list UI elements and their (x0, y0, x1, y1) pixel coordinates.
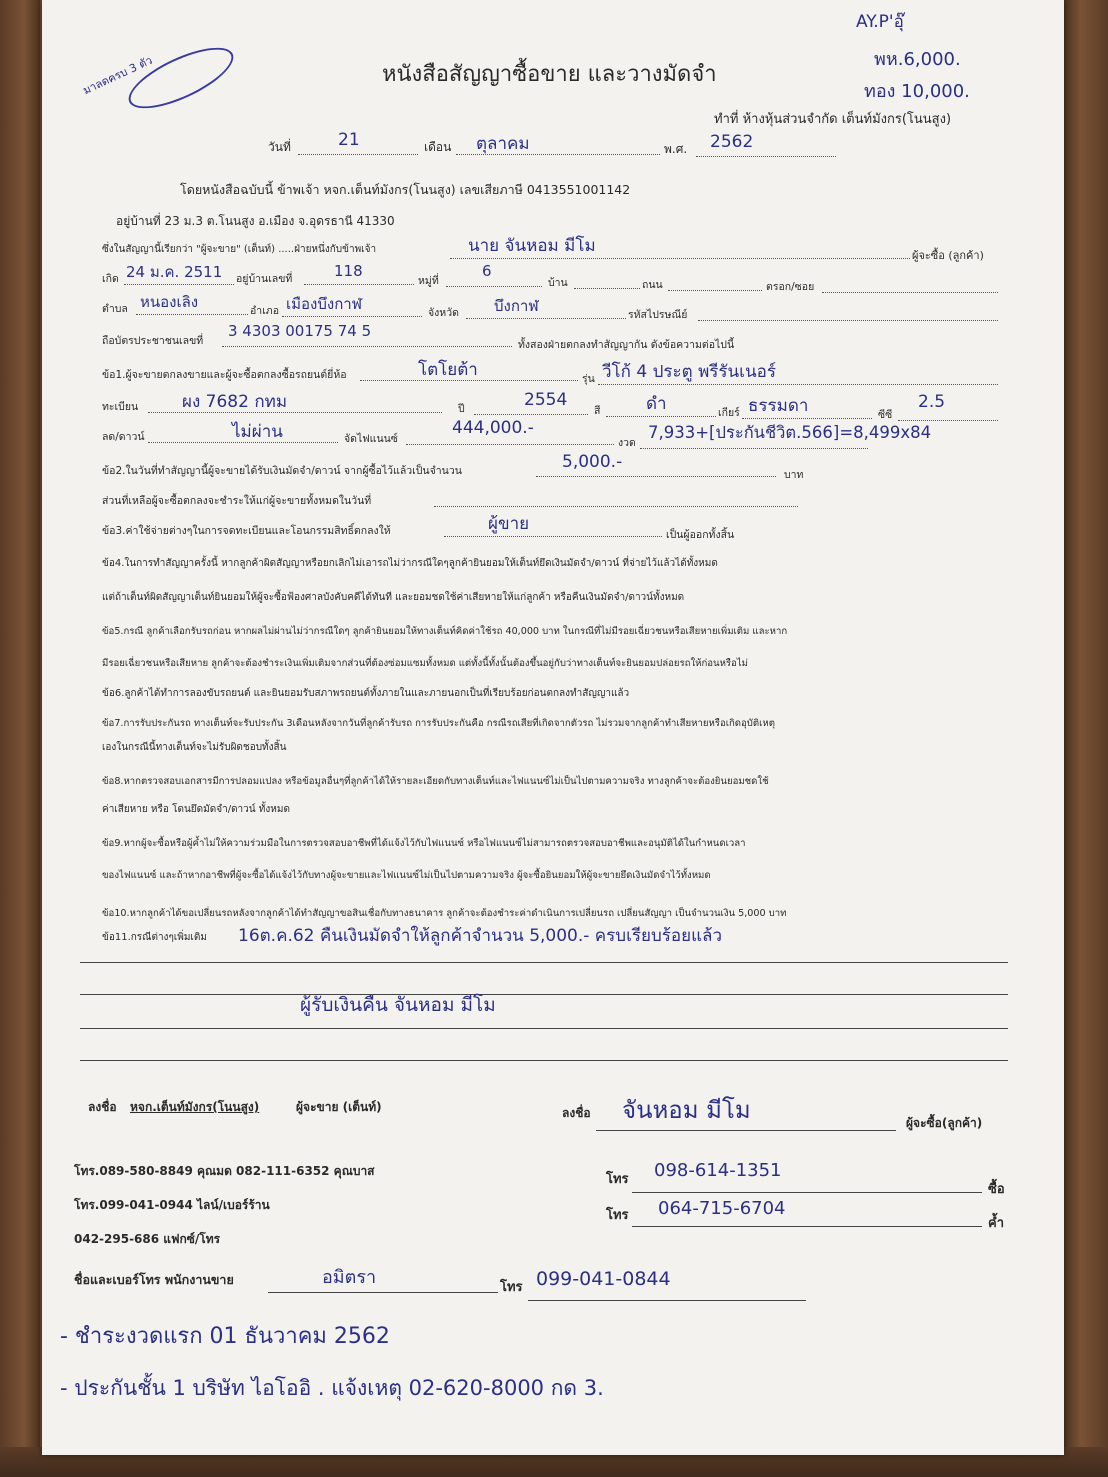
province-label: จังหวัด (428, 307, 459, 319)
clause2b-text: ส่วนที่เหลือผู้จะซื้อตกลงจะชำระให้แก่ผู้จะขายทั้งหมดในวันที่ (102, 495, 372, 507)
guarantor-tel: 064-715-6704 (658, 1198, 786, 1219)
clause11-rule-4 (80, 1060, 1008, 1061)
buyer-row1-label: ซึ่งในสัญญานี้เรียกว่า "ผู้จะขาย" (เต็นท์) .....ฝ่ายหนึ่งกับข้าพเจ้า (102, 244, 377, 255)
staff-name: อมิตรา (322, 1267, 377, 1288)
year-line (474, 414, 588, 415)
tambon-line (136, 314, 248, 315)
born-label: เกิด (102, 273, 119, 285)
amphoe-line (282, 316, 422, 317)
house-value: 118 (334, 262, 363, 280)
tambon-label: ตำบล (102, 303, 128, 315)
date-month-label: เดือน (424, 140, 452, 154)
date-month: ตุลาคม (476, 134, 530, 154)
date-year: 2562 (710, 132, 754, 152)
clause2-baht: บาท (784, 469, 804, 481)
brand-value: โตโยต้า (418, 360, 478, 380)
guarantor-tel-suffix: ค้ำ (988, 1216, 1004, 1231)
id-suffix: ทั้งสองฝ่ายตกลงทำสัญญากัน ดังข้อความต่อไปนี้ (518, 339, 735, 351)
color-label: สี (594, 405, 601, 417)
buyer-tel-line (632, 1192, 982, 1193)
clause2-amount-line (536, 476, 776, 477)
id-label: ถือบัตรประชาชนเลขที่ (102, 335, 204, 347)
reg-value: ผง 7682 กทม (182, 392, 288, 412)
buyer-sign-label: ลงชื่อ (562, 1106, 591, 1120)
contact-line-2: โทร.099-041-0944 ไลน์/เบอร์ร้าน (74, 1198, 270, 1212)
clause5-line2: มีรอยเฉี่ยวชนหรือเสียหาย ลูกค้าจะต้องชำระเงินเพิ่มเติมจากส่วนที่ต้องซ่อมแซมทั้งหมด แต่ทั้งนี้ทั้งนั้นต้องขึ้นอยู่กับว่าทางเต็นท์จะยินยอมปล่อยรถให้ก่อนหรือไม่ (102, 658, 748, 669)
clause10: ข้อ10.หากลูกค้าได้ขอเปลี่ยนรถหลังจากลูกค้าได้ทำสัญญาขอสินเชื่อกับทางธนาคาร ลูกค้าจะต้องชำระค่าดำเนินการเปลี่ยนรถ เปลี่ยนสัญญา เป็นจำนวนเงิน 5,000 บาท (102, 908, 787, 919)
guarantor-tel-label: โทร (606, 1208, 629, 1223)
document-location: ทำที่ ห้างหุ้นส่วนจำกัด เต็นท์มังกร(โนนสูง) (714, 112, 952, 127)
install-line (640, 448, 868, 449)
model-label: รุ่น (582, 373, 595, 385)
staff-name-line (268, 1292, 498, 1293)
amphoe-value: เมืองบึงกาฬ (286, 295, 362, 313)
clause3-line (444, 536, 662, 537)
staff-tel-line (528, 1300, 806, 1301)
contact-line-3: 042-295-686 แฟกซ์/โทร (74, 1232, 221, 1246)
date-year-label: พ.ศ. (664, 142, 688, 156)
clause3-text: ข้อ3.ค่าใช้จ่ายต่างๆในการจดทะเบียนและโอนกรรมสิทธิ์ตกลงให้ (102, 525, 391, 537)
buyer-role: ผู้จะซื้อ(ลูกค้า) (906, 1116, 983, 1130)
clause7-line2: เองในกรณีนี้ทางเต็นท์จะไม่รับผิดชอบทั้งสิ้น (102, 742, 287, 753)
soi-label: ตรอก/ซอย (766, 281, 815, 293)
staff-tel-label: โทร (500, 1280, 523, 1295)
buyer-tel-suffix: ซื้อ (988, 1182, 1005, 1197)
staff-label: ชื่อและเบอร์โทร พนักงานขาย (74, 1272, 234, 1287)
down-label: ลด/ดาวน์ (102, 431, 145, 443)
village-line (574, 288, 640, 289)
down-value: ไม่ผ่าน (232, 422, 283, 442)
clause11-rule-1 (80, 962, 1008, 963)
ink-stamp (121, 36, 241, 120)
buyer-tel-label: โทร (606, 1172, 629, 1187)
house-line (304, 284, 414, 285)
clause9-line1: ข้อ9.หากผู้จะซื้อหรือผู้ค้ำไม่ให้ความร่วมมือในการตรวจสอบอาชีพที่ได้แจ้งไว้กับไฟแนนซ์ หรือไฟแนนซ์ไม่สามารถตรวจสอบอาชีพและอนุมัติได้ในกำหนดเวลา (102, 838, 746, 849)
buyer-sign-line (596, 1130, 896, 1131)
staff-tel: 099-041-0844 (536, 1268, 671, 1290)
house-label: อยู่บ้านเลขที่ (236, 273, 293, 285)
top-right-note-2: พห.6,000. (874, 49, 961, 70)
date-day-label: วันที่ (268, 140, 291, 154)
wood-background-left (0, 0, 40, 1477)
clause3-suffix: เป็นผู้ออกทั้งสิ้น (666, 529, 735, 541)
clause8-line2: ค่าเสียหาย หรือ โดนยึดมัดจำ/ดาวน์ ทั้งหมด (102, 804, 290, 815)
install-value: 7,933+[ประกันชีวิต.566]=8,499x84 (648, 423, 932, 442)
moo-line (446, 286, 542, 287)
buyer-tel: 098-614-1351 (654, 1160, 782, 1181)
reg-label: ทะเบียน (102, 401, 139, 413)
year-label: ปี (458, 403, 465, 415)
clause2b-line (434, 506, 798, 507)
gear-label: เกียร์ (718, 407, 740, 419)
finance-line (406, 444, 614, 445)
buyer-name: นาย จันหอม มีโม (468, 236, 596, 256)
handwritten-note-1: - ชำระงวดแรก 01 ธันวาคม 2562 (60, 1324, 390, 1349)
clause4-line1: ข้อ4.ในการทำสัญญาครั้งนี้ หากลูกค้าผิดสัญญาหรือยกเลิกไม่เอารถไม่ว่ากรณีใดๆลูกค้ายินยอมให้เต็นท์ยึดเงินมัดจำ/ดาวน์ ที่จ่ายไว้แล้วได้ทั้งหมด (102, 558, 718, 569)
soi-line (822, 292, 998, 293)
clause9-line2: ของไฟแนนซ์ และถ้าหากอาชีพที่ผู้จะซื้อได้แจ้งไว้กับทางผู้จะขายและไฟแนนซ์ไม่เป็นไปตามความจริง ผู้จะซื้อยินยอมให้ผู้จะขายยึดเงินมัดจำไว้ทั้งหมด (102, 870, 711, 881)
born-line (124, 284, 234, 285)
buyer-signature: จันหอม มีโม (622, 1096, 751, 1124)
date-year-line (696, 156, 836, 157)
year-value: 2554 (524, 390, 568, 410)
finance-value: 444,000.- (452, 418, 534, 438)
clause6: ข้อ6.ลูกค้าได้ทำการลองขับรถยนต์ และยินยอมรับสภาพรถยนต์ทั้งภายในและภายนอกเป็นที่เรียบร้อยก่อนตกลงทำสัญญาแล้ว (102, 688, 630, 699)
road-line (668, 290, 762, 291)
wood-background-right (1063, 0, 1108, 1477)
road-label: ถนน (642, 279, 663, 291)
contract-document (42, 0, 1064, 1455)
clause2-text: ข้อ2.ในวันที่ทำสัญญานี้ผู้จะขายได้รับเงินมัดจำ/ดาวน์ จากผู้ซื้อไว้แล้วเป็นจำนวน (102, 465, 462, 477)
born-value: 24 ม.ค. 2511 (126, 263, 223, 281)
clause3-party: ผู้ขาย (488, 514, 530, 534)
moo-label: หมู่ที่ (418, 275, 439, 287)
clause11-rule-3 (80, 1028, 1008, 1029)
cc-value: 2.5 (918, 392, 946, 412)
clause8-line1: ข้อ8.หากตรวจสอบเอกสารมีการปลอมแปลง หรือข้อมูลอื่นๆที่ลูกค้าได้ให้รายละเอียดกับทางเต็นท์และไฟแนนซ์ไม่เป็นไปตามความจริง ทางลูกค้าจะต้องยินยอมชดใช้ (102, 776, 769, 787)
postcode-label: รหัสไปรษณีย์ (628, 309, 688, 321)
color-value: ดำ (646, 394, 667, 414)
province-line (466, 318, 626, 319)
intro-line-1: โดยหนังสือฉบับนี้ ข้าพเจ้า หจก.เต็นท์มังกร(โนนสูง) เลขเสียภาษี 0413551001142 (180, 182, 631, 197)
clause7-line1: ข้อ7.การรับประกันรถ ทางเต็นท์จะรับประกัน 3เดือนหลังจากวันที่ลูกค้ารับรถ การรับประกันคือ กรณีรถเสียที่เกิดจากตัวรถ ไม่รวมจากลูกค้าทำเสียหายหรือเกิดอุบัติเหตุ (102, 718, 775, 729)
top-right-note-3: ทอง 10,000. (864, 81, 970, 102)
seller-sign-label: ลงชื่อ (88, 1100, 117, 1114)
clause5-line1: ข้อ5.กรณี ลูกค้าเลือกรับรถก่อน หากผลไม่ผ่านไม่ว่ากรณีใดๆ ลูกค้ายินยอมให้ทางเต็นท์คิดค่าใช้รถ 40,000 บาท ในกรณีที่ไม่มีรอยเฉี่ยวชนหรือเสียหายเพิ่มเติม และหาก (102, 626, 788, 637)
install-label: งวด (618, 437, 636, 449)
gear-value: ธรรมดา (748, 396, 809, 416)
model-value: วีโก้ 4 ประตู พรีรันเนอร์ (602, 362, 776, 382)
seller-role: ผู้จะขาย (เต็นท์) (296, 1100, 382, 1114)
clause4-line2: แต่ถ้าเต็นท์ผิดสัญญาเต็นท์ยินยอมให้ผู้จะซื้อฟ้องศาลบังคับคดีได้ทันที และยอมชดใช้ค่าเสียหายให้แก่ลูกค้า หรือคืนเงินมัดจำ/ดาวน์ทั้งหมด (102, 592, 685, 603)
clause11-note-1: 16ต.ค.62 คืนเงินมัดจำให้ลูกค้าจำนวน 5,000.- ครบเรียบร้อยแล้ว (238, 926, 723, 946)
clause11-note-2: ผู้รับเงินคืน จันหอม มีโม (300, 994, 496, 1016)
top-right-note-1: AY.P'อุ๊ (856, 12, 904, 32)
guarantor-tel-line (632, 1226, 982, 1227)
stamp-text: มาลดครบ 3 ตัว (80, 53, 155, 98)
province-value: บึงกาฬ (494, 297, 539, 315)
village-label: บ้าน (548, 277, 568, 289)
intro-line-2: อยู่บ้านที่ 23 ม.3 ต.โนนสูง อ.เมือง จ.อุดรธานี 41330 (116, 214, 395, 228)
cc-label: ซีซี (878, 409, 893, 421)
clause1-label: ข้อ1.ผู้จะขายตกลงขายและผู้จะซื้อตกลงซื้อรถยนต์ยี่ห้อ (102, 369, 347, 381)
contact-line-1: โทร.089-580-8849 คุณมด 082-111-6352 คุณบาส (74, 1164, 375, 1178)
handwritten-note-2: - ประกันชั้น 1 บริษัท ไอโออิ . แจ้งเหตุ 02-620-8000 กด 3. (60, 1376, 604, 1400)
id-value: 3 4303 00175 74 5 (228, 322, 372, 340)
date-day: 21 (338, 130, 360, 150)
clause11-label: ข้อ11.กรณีต่างๆเพิ่มเติม (102, 932, 207, 943)
id-line (222, 346, 512, 347)
date-day-line (298, 154, 418, 155)
moo-value: 6 (482, 262, 492, 280)
postcode-line (698, 320, 998, 321)
document-title: หนังสือสัญญาซื้อขาย และวางมัดจำ (382, 62, 717, 87)
buyer-row1-suffix: ผู้จะซื้อ (ลูกค้า) (912, 249, 984, 262)
finance-label: จัดไฟแนนซ์ (344, 433, 398, 445)
clause2-amount: 5,000.- (562, 452, 623, 472)
seller-name: หจก.เต็นท์มังกร(โนนสูง) (130, 1100, 260, 1114)
amphoe-label: อำเภอ (250, 305, 280, 317)
clause11-rule-2 (80, 994, 1008, 995)
tambon-value: หนองเลิง (140, 293, 199, 311)
